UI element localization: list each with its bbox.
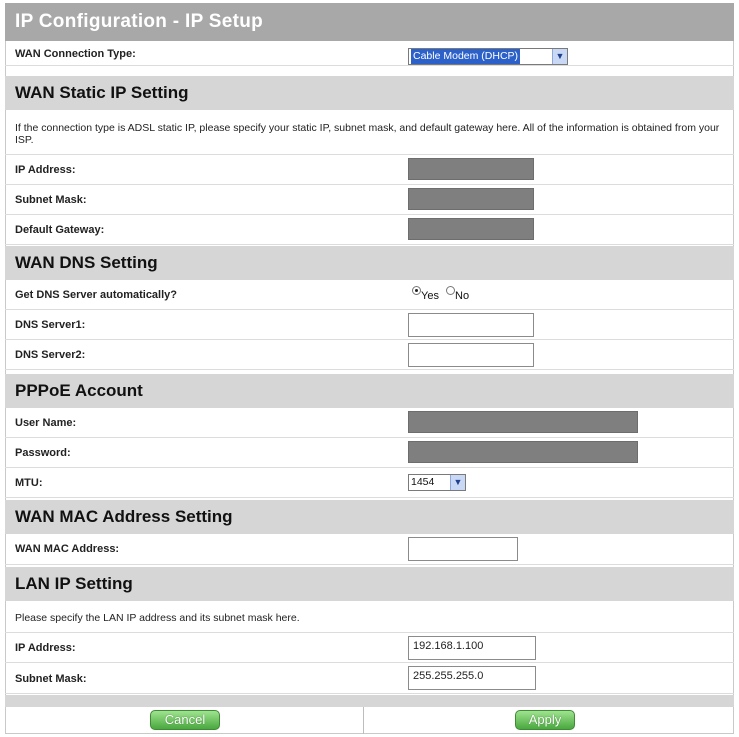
wan-connection-selected: Cable Modem (DHCP) bbox=[413, 50, 519, 62]
wan-static-description-row bbox=[5, 110, 734, 155]
wan-gateway-label: Default Gateway: bbox=[15, 224, 105, 236]
pppoe-password-input bbox=[408, 441, 638, 463]
chevron-down-icon: ▼ bbox=[450, 475, 465, 490]
dns1-label: DNS Server1: bbox=[15, 319, 86, 331]
lan-ip-header: LAN IP Setting bbox=[5, 567, 734, 601]
lan-ip-row bbox=[5, 633, 734, 663]
pppoe-username-label: User Name: bbox=[15, 417, 77, 429]
button-divider bbox=[363, 707, 364, 734]
wan-static-header: WAN Static IP Setting bbox=[5, 76, 734, 110]
pppoe-password-label: Password: bbox=[15, 447, 71, 459]
dns-auto-yes-label: Yes bbox=[421, 290, 439, 302]
wan-connection-row bbox=[5, 41, 734, 66]
dns-auto-no-label: No bbox=[455, 290, 470, 302]
wan-mac-input[interactable] bbox=[408, 537, 518, 561]
wan-ip-row bbox=[5, 155, 734, 185]
wan-connection-label: WAN Connection Type: bbox=[15, 48, 136, 60]
lan-subnet-label: Subnet Mask: bbox=[15, 673, 87, 685]
chevron-down-icon: ▼ bbox=[552, 49, 567, 64]
wan-gateway-input bbox=[408, 218, 534, 240]
dns2-label: DNS Server2: bbox=[15, 349, 86, 361]
wan-ip-label: IP Address: bbox=[15, 164, 76, 176]
wan-subnet-label: Subnet Mask: bbox=[15, 194, 87, 206]
lan-ip-input[interactable]: 192.168.1.100 bbox=[408, 636, 536, 660]
dns-auto-no-radio[interactable] bbox=[446, 286, 455, 295]
mtu-label: MTU: bbox=[15, 477, 43, 489]
mtu-select[interactable] bbox=[408, 474, 466, 491]
lan-ip-label: IP Address: bbox=[15, 642, 76, 654]
dns-auto-yes-radio[interactable] bbox=[412, 286, 421, 295]
dns2-row bbox=[5, 340, 734, 370]
cancel-button[interactable]: Cancel bbox=[150, 710, 220, 730]
wan-subnet-row bbox=[5, 185, 734, 215]
pppoe-username-row bbox=[5, 408, 734, 438]
wan-mac-label: WAN MAC Address: bbox=[15, 543, 120, 555]
dns-auto-radio-group bbox=[412, 290, 469, 302]
dns-auto-label: Get DNS Server automatically? bbox=[15, 289, 178, 301]
wan-subnet-input bbox=[408, 188, 534, 210]
wan-mac-header: WAN MAC Address Setting bbox=[5, 500, 734, 534]
lan-subnet-input[interactable]: 255.255.255.0 bbox=[408, 666, 536, 690]
wan-gateway-row bbox=[5, 215, 734, 245]
wan-ip-input bbox=[408, 158, 534, 180]
wan-connection-select[interactable] bbox=[408, 48, 568, 65]
lan-description: Please specify the LAN IP address and its subnet mask here. bbox=[15, 612, 300, 624]
wan-mac-row bbox=[5, 534, 734, 565]
wan-static-description: If the connection type is ADSL static IP, please specify your static IP, subnet mask, and default gateway here. All of the information is obtained from your ISP. bbox=[15, 122, 720, 146]
dns1-input[interactable] bbox=[408, 313, 534, 337]
pppoe-username-input bbox=[408, 411, 638, 433]
mtu-selected: 1454 bbox=[411, 476, 435, 488]
apply-button[interactable]: Apply bbox=[515, 710, 575, 730]
lan-description-row bbox=[5, 601, 734, 633]
dns-auto-row bbox=[5, 280, 734, 310]
lan-subnet-row bbox=[5, 663, 734, 694]
pppoe-password-row bbox=[5, 438, 734, 468]
dns2-input[interactable] bbox=[408, 343, 534, 367]
pppoe-header: PPPoE Account bbox=[5, 374, 734, 408]
wan-dns-header: WAN DNS Setting bbox=[5, 246, 734, 280]
dns1-row bbox=[5, 310, 734, 340]
footer-separator bbox=[5, 695, 734, 707]
mtu-row bbox=[5, 468, 734, 498]
button-bar bbox=[5, 707, 734, 734]
page-title: IP Configuration - IP Setup bbox=[5, 3, 734, 41]
